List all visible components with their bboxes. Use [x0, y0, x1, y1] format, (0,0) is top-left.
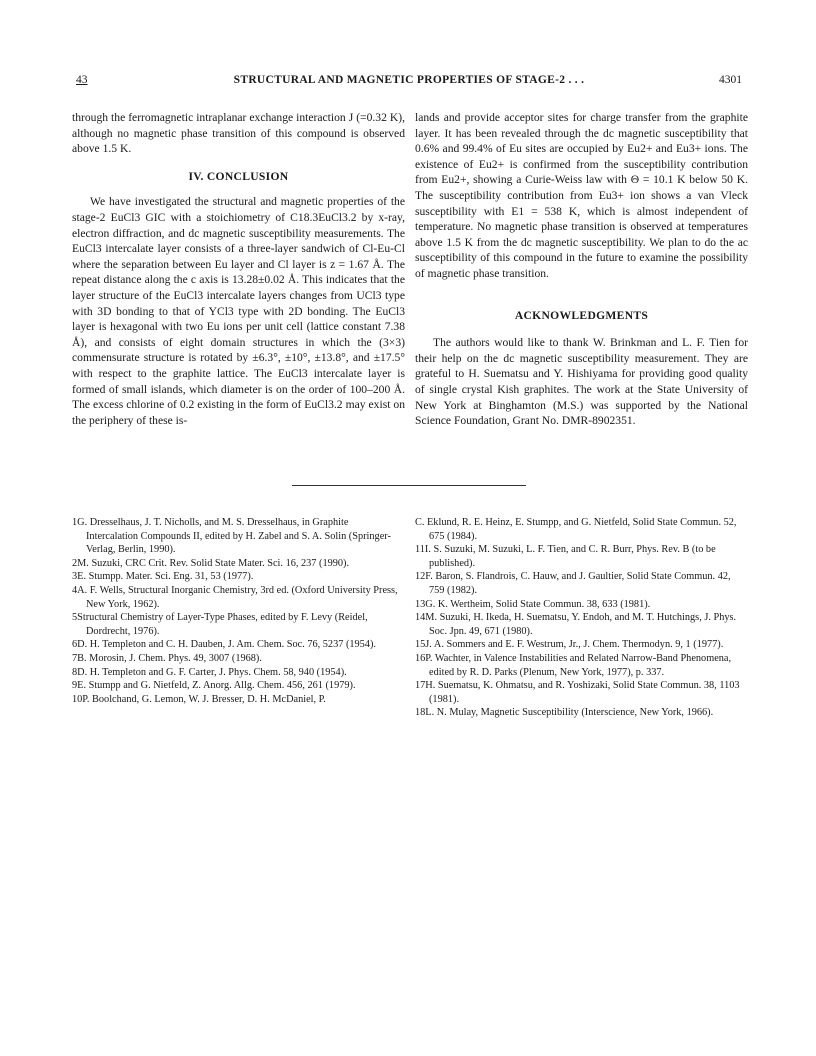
- reference-item: 2M. Suzuki, CRC Crit. Rev. Solid State Mater. Sci. 16, 237 (1990).: [72, 557, 350, 569]
- reference-item: 6D. H. Templeton and C. H. Dauben, J. Am. Chem. Soc. 76, 5237 (1954).: [72, 639, 376, 651]
- reference-item: 15J. A. Sommers and E. F. Westrum, Jr., J. Chem. Thermodyn. 9, 1 (1977).: [415, 639, 724, 651]
- reference-item: 11I. S. Suzuki, M. Suzuki, L. F. Tien, and C. R. Burr, Phys. Rev. B (to be published).: [415, 544, 716, 569]
- paragraph-conclusion-continued: lands and provide acceptor sites for charge transfer from the graphite layer. It has been revealed through the dc magnetic susceptibility that 0.6% and 99.4% of Eu sites are occupied by Eu2+ and Eu3+ ions. The existence of Eu2+ is confirmed from the susceptibility contribution from Eu2+, showing a Curie-Weiss law with Θ = 10.1 K below 50 K. The susceptibility contribution from Eu3+ ion shows a van Vleck susceptibility with E1 = 538 K, which is almost independent of temperature. No magnetic phase transition is observed at temperatures above 1.5 K from the dc magnetic susceptibility. We plan to do the ac susceptibility of this compound in the future to examine the possibility of magnetic phase transition.: [415, 111, 748, 280]
- reference-item: 17H. Suematsu, K. Ohmatsu, and R. Yoshizaki, Solid State Commun. 38, 1103 (1981).: [415, 680, 740, 705]
- reference-item: 9E. Stumpp and G. Nietfeld, Z. Anorg. Allg. Chem. 456, 261 (1979).: [72, 680, 356, 692]
- right-column: [415, 110, 748, 429]
- references-left: [72, 516, 400, 706]
- references-right: [415, 516, 743, 720]
- reference-item: 4A. F. Wells, Structural Inorganic Chemistry, 3rd ed. (Oxford University Press, New York, 1962).: [72, 584, 398, 610]
- reference-item: 7B. Morosin, J. Chem. Phys. 49, 3007 (1968).: [72, 652, 262, 664]
- reference-item: 14M. Suzuki, H. Ikeda, H. Suematsu, Y. Endoh, and M. T. Hutchings, J. Phys. Soc. Jpn. 49, 671 (1980).: [415, 612, 737, 637]
- reference-item: 5Structural Chemistry of Layer-Type Phases, edited by F. Levy (Reidel, Dordrecht, 1976).: [72, 612, 368, 637]
- section-heading-acknowledgments: ACKNOWLEDGMENTS: [514, 308, 649, 322]
- reference-item: C. Eklund, R. E. Heinz, E. Stumpp, and G. Nietfeld, Solid State Commun. 52, 675 (1984).: [415, 517, 737, 542]
- reference-item: 18L. N. Mulay, Magnetic Susceptibility (Interscience, New York, 1966).: [415, 707, 714, 719]
- reference-item: 8D. H. Templeton and G. F. Carter, J. Phys. Chem. 58, 940 (1954).: [72, 666, 347, 678]
- reference-item: 10P. Boolchand, G. Lemon, W. J. Bresser, D. H. McDaniel, P.: [72, 693, 326, 705]
- page-number: 4301: [719, 74, 742, 86]
- page-reference: 43: [76, 74, 88, 86]
- section-heading-conclusion: IV. CONCLUSION: [188, 169, 289, 183]
- reference-item: 12F. Baron, S. Flandrois, C. Hauw, and J. Gaultier, Solid State Commun. 42, 759 (1982).: [415, 571, 731, 596]
- divider-rule: [292, 485, 526, 486]
- running-header: [76, 74, 742, 90]
- reference-item: 16P. Wachter, in Valence Instabilities and Related Narrow-Band Phenomena, edited by R. D. Parks (Plenum, New York, 1977), p. 337.: [415, 652, 732, 678]
- reference-item: 3E. Stumpp. Mater. Sci. Eng. 31, 53 (1977).: [72, 571, 254, 583]
- reference-item: 13G. K. Wertheim, Solid State Commun. 38, 633 (1981).: [415, 598, 651, 610]
- paragraph-acknowledgments: The authors would like to thank W. Brinkman and L. F. Tien for their help on the dc magnetic susceptibility measurement. They are grateful to H. Suematsu and Y. Hishiyama for providing good quality of single crystal Kish graphites. The work at the State University of New York at Binghamton (M.S.) was supported by the National Science Foundation, Grant No. DMR-8902351.: [415, 336, 748, 428]
- paragraph-intro: through the ferromagnetic intraplanar exchange interaction J (=0.32 K), although no magnetic phase transition of this compound is observed above 1.5 K.: [72, 111, 405, 156]
- left-column: [72, 110, 405, 428]
- paragraph-conclusion: We have investigated the structural and magnetic properties of the stage-2 EuCl3 GIC with a stoichiometry of C18.3EuCl3.2 by x-ray, electron diffraction, and dc magnetic susceptibility measurements. The EuCl3 intercalate layer consists of a three-layer sandwich of Cl-Eu-Cl where the separation between Eu layer and Cl layer is z = 1.67 Å. The repeat distance along the c axis is 13.28±0.02 Å. This indicates that the layer structure of the EuCl3 intercalate layers changes from UCl3 type with 3D bonding to that of YCl3 type with 2D bonding. The EuCl3 layer is hexagonal with two Eu ions per unit cell (lattice constant 7.38 Å), and consists of eight domain structures in which the (3×3) commensurate structure is rotated by ±6.3°, ±10°, ±13.8°, and ±17.5° with respect to the graphite lattice. The EuCl3 intercalate layer is formed of small islands, which diameter is on the order of 100–200 Å. The excess chlorine of 0.2 existing in the form of EuCl3.2 may exist on the periphery of these is-: [72, 195, 405, 427]
- reference-item: 1G. Dresselhaus, J. T. Nicholls, and M. S. Dresselhaus, in Graphite Intercalation Compounds II, edited by H. Zabel and S. A. Solin (Springer-Verlag, Berlin, 1990).: [72, 517, 391, 556]
- running-title: STRUCTURAL AND MAGNETIC PROPERTIES OF STAGE-2 . . .: [233, 74, 585, 86]
